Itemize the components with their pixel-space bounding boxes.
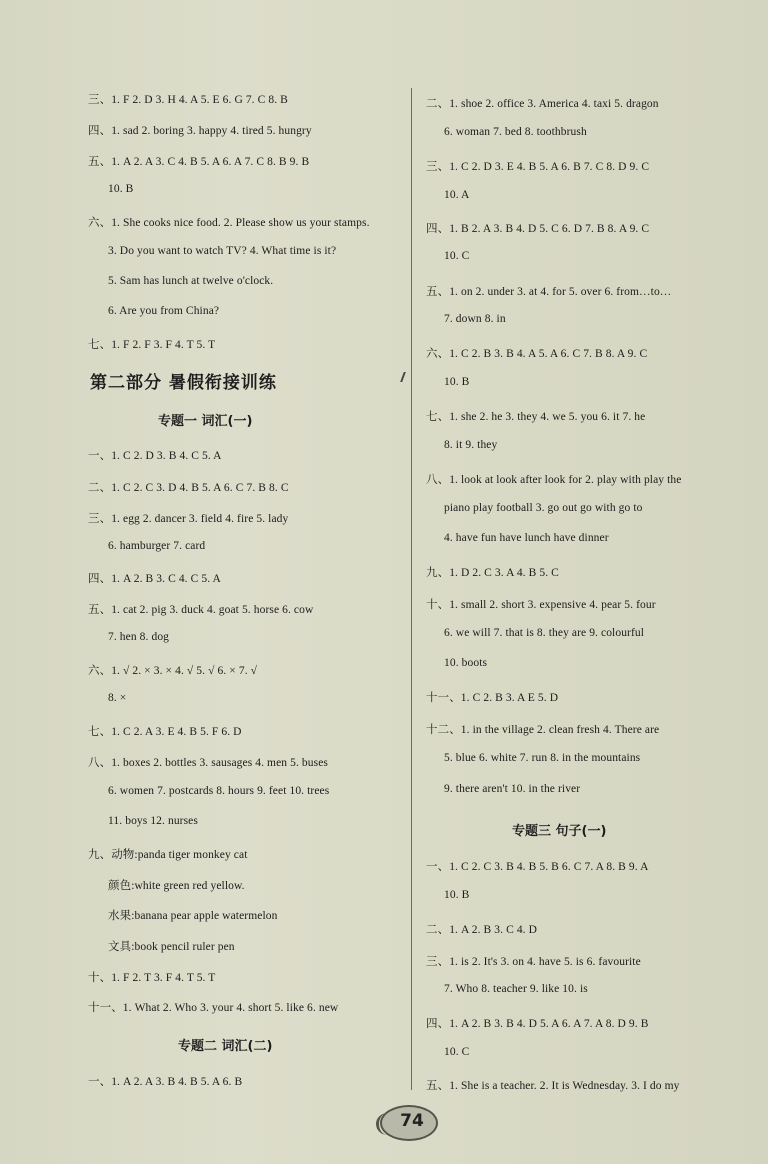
answer-line: 七、1. C 2. A 3. E 4. B 5. F 6. D <box>88 726 242 738</box>
answer-line: 文具:book pencil ruler pen <box>108 941 235 953</box>
answer-line: 七、1. she 2. he 3. they 4. we 5. you 6. it 7. he <box>426 411 646 423</box>
answer-line: 五、1. on 2. under 3. at 4. for 5. over 6. from…to… <box>426 286 672 298</box>
topic-title: 专题二 词汇(二) <box>178 1039 273 1054</box>
answer-line: 四、1. sad 2. boring 3. happy 4. tired 5. hungry <box>88 125 312 137</box>
answer-line: 7. down 8. in <box>444 313 506 325</box>
answer-line: 10. B <box>444 376 470 388</box>
answer-line: 6. hamburger 7. card <box>108 540 206 552</box>
answer-line: 五、1. She is a teacher. 2. It is Wednesday. 3. I do my <box>426 1080 680 1092</box>
answer-line: 11. boys 12. nurses <box>108 815 198 827</box>
section-title: 第二部分 暑假衔接训练 <box>90 373 277 393</box>
answer-line: 9. there aren't 10. in the river <box>444 783 581 795</box>
answer-line: 四、1. B 2. A 3. B 4. D 5. C 6. D 7. B 8. A 9. C <box>426 223 650 235</box>
answer-line: 10. B <box>108 183 134 195</box>
answer-line: piano play football 3. go out go with go to <box>444 502 643 514</box>
answer-line: 8. × <box>108 692 127 704</box>
answer-line: 八、1. boxes 2. bottles 3. sausages 4. men 5. buses <box>88 757 328 769</box>
answer-line: 5. Sam has lunch at twelve o'clock. <box>108 275 274 287</box>
answer-line: 六、1. She cooks nice food. 2. Please show us your stamps. <box>88 217 370 229</box>
decorative-mark <box>392 372 406 382</box>
answer-line: 二、1. C 2. C 3. D 4. B 5. A 6. C 7. B 8. C <box>88 482 289 494</box>
answer-line: 5. blue 6. white 7. run 8. in the mountains <box>444 752 641 764</box>
answer-line: 一、1. A 2. A 3. B 4. B 5. A 6. B <box>88 1076 243 1088</box>
answer-line: 二、1. shoe 2. office 3. America 4. taxi 5. dragon <box>426 98 659 110</box>
answer-line: 三、1. F 2. D 3. H 4. A 5. E 6. G 7. C 8. B <box>88 94 288 106</box>
answer-line: 7. Who 8. teacher 9. like 10. is <box>444 983 588 995</box>
answer-line: 水果:banana pear apple watermelon <box>108 910 278 922</box>
answer-line: 6. women 7. postcards 8. hours 9. feet 10. trees <box>108 785 330 797</box>
column-divider <box>411 88 412 1090</box>
answer-line: 10. boots <box>444 657 488 669</box>
page-number: 74 <box>400 1111 424 1131</box>
answer-line: 10. C <box>444 1046 470 1058</box>
answer-line: 十一、1. What 2. Who 3. your 4. short 5. like 6. new <box>88 1002 339 1014</box>
answer-line: 6. woman 7. bed 8. toothbrush <box>444 126 587 138</box>
answer-line: 十二、1. in the village 2. clean fresh 4. There are <box>426 724 660 736</box>
answer-line: 4. have fun have lunch have dinner <box>444 532 609 544</box>
answer-line: 九、动物:panda tiger monkey cat <box>88 849 248 861</box>
page-number-badge <box>380 1103 442 1143</box>
answer-line: 九、1. D 2. C 3. A 4. B 5. C <box>426 567 559 579</box>
answer-line: 10. C <box>444 250 470 262</box>
answer-line: 四、1. A 2. B 3. C 4. C 5. A <box>88 573 221 585</box>
answer-line: 颜色:white green red yellow. <box>108 880 245 892</box>
answer-line: 十、1. small 2. short 3. expensive 4. pear 5. four <box>426 599 656 611</box>
answer-line: 10. A <box>444 189 470 201</box>
answer-line: 三、1. is 2. It's 3. on 4. have 5. is 6. favourite <box>426 956 641 968</box>
answer-line: 6. we will 7. that is 8. they are 9. colourful <box>444 627 645 639</box>
answer-line: 三、1. egg 2. dancer 3. field 4. fire 5. lady <box>88 513 289 525</box>
answer-line: 七、1. F 2. F 3. F 4. T 5. T <box>88 339 216 351</box>
answer-line: 十一、1. C 2. B 3. A E 5. D <box>426 692 559 704</box>
topic-title: 专题一 词汇(一) <box>158 414 253 429</box>
answer-line: 7. hen 8. dog <box>108 631 170 643</box>
answer-line: 五、1. cat 2. pig 3. duck 4. goat 5. horse 6. cow <box>88 604 314 616</box>
answer-line: 8. it 9. they <box>444 439 498 451</box>
answer-line: 六、1. √ 2. × 3. × 4. √ 5. √ 6. × 7. √ <box>88 665 258 677</box>
answer-line: 二、1. A 2. B 3. C 4. D <box>426 924 538 936</box>
answer-line: 一、1. C 2. D 3. B 4. C 5. A <box>88 450 222 462</box>
answer-line: 6. Are you from China? <box>108 305 220 317</box>
answer-line: 五、1. A 2. A 3. C 4. B 5. A 6. A 7. C 8. B 9. B <box>88 156 310 168</box>
answer-line: 六、1. C 2. B 3. B 4. A 5. A 6. C 7. B 8. A 9. C <box>426 348 648 360</box>
answer-line: 八、1. look at look after look for 2. play with play the <box>426 474 682 486</box>
answer-line: 四、1. A 2. B 3. B 4. D 5. A 6. A 7. A 8. D 9. B <box>426 1018 649 1030</box>
answer-line: 3. Do you want to watch TV? 4. What time is it? <box>108 245 337 257</box>
answer-line: 一、1. C 2. C 3. B 4. B 5. B 6. C 7. A 8. B 9. A <box>426 861 649 873</box>
answer-line: 十、1. F 2. T 3. F 4. T 5. T <box>88 972 216 984</box>
topic-title: 专题三 句子(一) <box>512 824 607 839</box>
answer-line: 10. B <box>444 889 470 901</box>
answer-line: 三、1. C 2. D 3. E 4. B 5. A 6. B 7. C 8. D 9. C <box>426 161 650 173</box>
